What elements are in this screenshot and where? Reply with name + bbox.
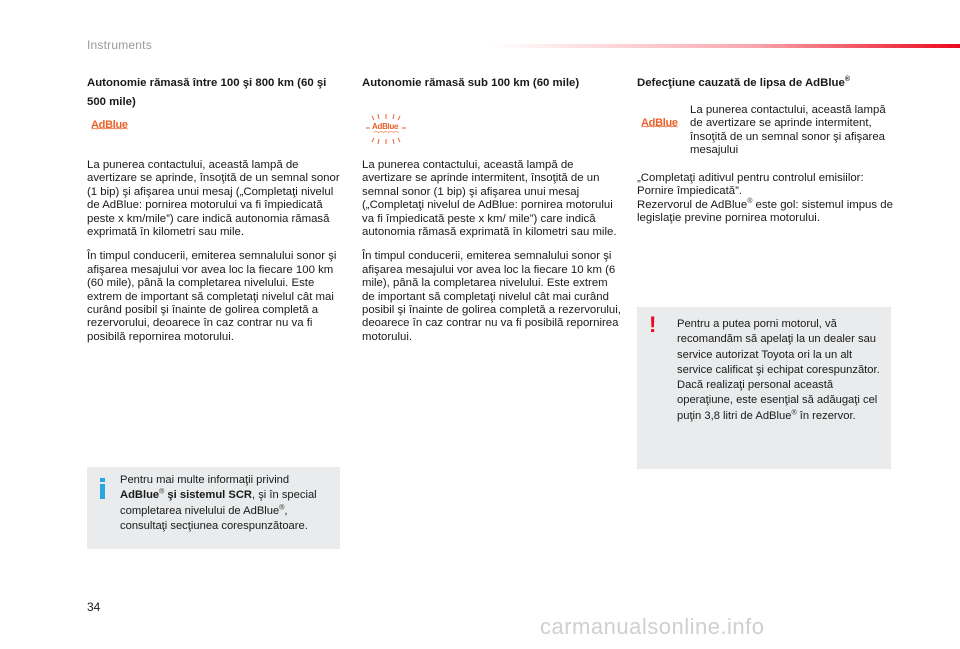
column-2-heading: Autonomie rămasă sub 100 km (60 mile)	[362, 77, 580, 89]
info-icon	[100, 478, 105, 500]
column-3-paragraph-3: Rezervorul de AdBlue® este gol: sistemul impus de legislaţie previne pornirea motorului.	[637, 198, 893, 225]
section-title: Instruments	[87, 38, 152, 52]
column-3-body	[637, 172, 895, 226]
warning-box	[637, 307, 891, 469]
adblue-fault-icon	[641, 117, 678, 134]
column-1-heading: Autonomie rămasă între 100 şi 800 km (60 şi 500 mile)	[87, 77, 327, 108]
column-3-paragraph-2: „Completaţi aditivul pentru controlul emisiilor: Pornire împiedicată”.	[637, 172, 864, 198]
column-2	[362, 74, 622, 93]
header-accent-bar	[490, 44, 960, 48]
adblue-icon-label: AdBlue	[641, 117, 678, 129]
adblue-waves-icon: ⌒⌒⌒⌒⌒⌒	[641, 127, 677, 134]
column-1-body	[87, 159, 345, 344]
warning-paragraph-1: Pentru a putea porni motorul, vă recomandăm să apelaţi la un dealer sau service autorizat Toyota ori la un alt service calificat şi echipat corespunzător.	[677, 318, 880, 376]
info-box-text: Pentru mai multe informaţii privind AdBlue® şi sistemul SCR, şi în special completarea nivelului de AdBlue®, consultaţi secţiunea corespunzătoare.	[120, 474, 317, 532]
adblue-waves-icon: ⌒⌒⌒⌒⌒	[373, 133, 399, 139]
adblue-waves-icon: ⌒⌒⌒⌒⌒⌒	[91, 129, 127, 136]
column-1-paragraph-2: În timpul conducerii, emiterea semnalului sonor şi afişarea mesajului vor avea loc la fiecare 100 km (60 mile), până la completarea nivelului. Este extrem de important să completaţi nivelul cât mai curând posibil şi înainte de golirea completă a rezervorului, deoarece în caz contrar nu va fi posibilă repornirea motorului.	[87, 250, 337, 343]
column-3	[637, 74, 895, 93]
page-number: 34	[87, 600, 101, 614]
column-1	[87, 74, 345, 112]
adblue-icon-label: AdBlue	[91, 119, 128, 131]
adblue-icon-label: AdBlue	[372, 122, 399, 131]
column-2-paragraph-2: În timpul conducerii, emiterea semnalului sonor şi afişarea mesajului vor avea loc la fiecare 10 km (6 mile), până la completarea nivelului. Este extrem de important să completaţi nivelul cât mai curând posibil şi înainte de golirea completă a rezervorului, deoarece în caz contrar nu va fi posibilă repornirea motorului.	[362, 250, 621, 343]
adblue-flashing-warning-icon	[366, 114, 436, 146]
adblue-warning-icon	[91, 119, 128, 136]
exclamation-icon: !	[649, 312, 657, 337]
column-3-icon-paragraph	[690, 104, 890, 158]
info-box	[87, 467, 340, 549]
column-2-body	[362, 159, 622, 344]
column-3-paragraph-1: La punerea contactului, această lampă de avertizare se aprinde intermitent, însoţită de un semnal sonor şi afişarea mesajului	[690, 104, 886, 157]
warning-paragraph-2: Dacă realizaţi personal această operaţiune, este esenţial să adăugaţi cel puţin 3,8 litri de AdBlue® în rezervor.	[677, 379, 878, 422]
column-3-heading: Defecţiune cauzată de lipsa de AdBlue®	[637, 76, 851, 89]
watermark: carmanualsonline.info	[540, 614, 765, 639]
column-2-paragraph-1: La punerea contactului, această lampă de avertizare se aprinde intermitent, însoţită de un semnal sonor (1 bip) şi afişarea unui mesaj („Completaţi nivelul de AdBlue: pornirea motorului va fi împiedicată peste x km/ mile”) care indică autonomia rămasă exprimată în kilometri sau mile.	[362, 159, 617, 239]
warning-box-text	[677, 317, 889, 424]
column-1-paragraph-1: La punerea contactului, această lampă de avertizare se aprinde, însoţită de un semnal sonor (1 bip) şi afişarea unui mesaj („Completaţi nivelul de AdBlue: pornirea motorului va fi împiedicată peste x km/mile”) care indică autonomia rămasă exprimată în kilometri sau mile.	[87, 159, 340, 239]
